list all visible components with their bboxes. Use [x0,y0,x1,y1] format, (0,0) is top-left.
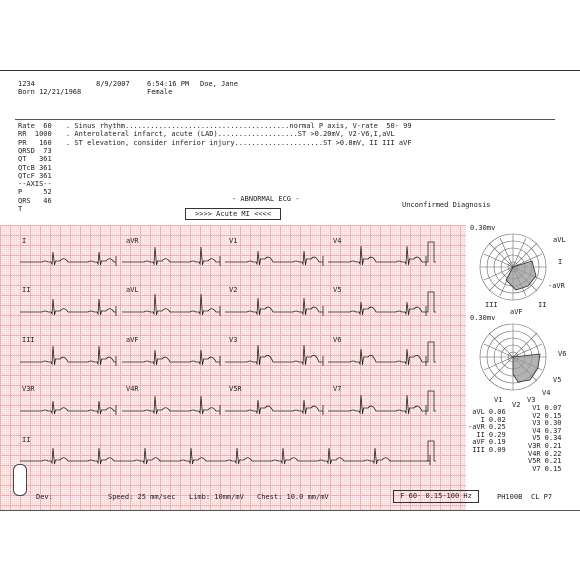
measurement-qtcf: QTcF 361 [18,171,52,180]
footer-dev: Dev: [36,493,53,501]
horizontal-label-v1: V1 [494,396,503,404]
horizontal-label-v6: V6 [558,350,567,358]
cl-code: CL P7 [531,493,553,501]
lead-label-ii: II [22,286,31,294]
calibration-pulse [426,242,436,262]
table-row: V1 0.07 [532,404,562,412]
calibration-pulse [426,391,436,411]
table-row: V3R 0.21 [528,441,562,450]
axis-t: T [18,205,23,213]
measurement-qtcb: QTcB 361 [18,163,52,172]
horizontal-label-v4: V4 [542,389,551,397]
table-row: -aVR 0.25 [468,423,506,432]
table-row: V4R 0.22 [528,449,562,458]
ecg-trace-row [20,395,426,415]
patient-name: Doe, Jane [200,80,238,88]
measurement-rate: Rate 60 [18,122,52,130]
record-date: 8/9/2007 [96,80,130,88]
footer-limb-gain: Limb: 10mm/mV [189,493,244,501]
lead-label-avl: aVL [126,286,139,294]
unconfirmed-diagnosis-label: Unconfirmed Diagnosis [402,201,491,209]
table-row: I 0.02 [480,415,506,424]
ecg-trace-row [20,448,430,465]
frontal-scale-label: 0.30mv [470,224,496,232]
lead-label-v5r: V5R [229,385,242,393]
lead-label-ii-rhythm: II [22,436,31,444]
table-row: V7 0.15 [532,464,562,473]
lead-label-v2: V2 [229,286,238,294]
frontal-label-avf: aVF [510,308,523,316]
ecg-trace-row [20,294,426,316]
calibration-pulse [426,292,436,312]
table-row: II 0.29 [476,430,506,439]
calibration-pulse [426,342,436,362]
horizontal-label-v5: V5 [553,376,562,384]
axis-heading: --AXIS-- [18,180,52,189]
frontal-label-iii: III [485,301,498,309]
table-row: V2 0.15 [532,411,562,420]
abnormal-ecg-label: - ABNORMAL ECG - [232,195,300,203]
lead-label-v6: V6 [333,336,342,344]
axis-qrs: QRS 46 [18,196,52,205]
bottom-rule [0,510,580,511]
lead-label-avr: aVR [126,237,139,245]
lead-label-iii: III [22,336,35,344]
frontal-label-avl: aVL [553,236,566,244]
table-row: aVF 0.19 [472,438,506,447]
axis-p: P 52 [18,188,52,197]
frontal-label-minus-avr: -aVR [548,282,565,290]
ecg-trace-row [20,246,426,266]
device-id: PH100B [497,493,523,501]
horizontal-label-v3: V3 [527,396,536,404]
table-row: V3 0.30 [532,419,562,428]
measurement-rr: RR 1000 [18,130,52,139]
rhythm-strip-marker [13,464,27,496]
table-row: V4 0.37 [532,426,562,435]
lead-label-v7: V7 [333,385,342,393]
lead-label-v3r: V3R [22,385,35,393]
frontal-plane-polar-plot [478,232,548,302]
measurement-qrsd: QRSD 73 [18,146,52,155]
lead-label-v3: V3 [229,336,238,344]
lead-label-v1: V1 [229,237,238,245]
measurement-pr: PR 160 [18,138,52,147]
horizontal-label-v2: V2 [512,401,521,409]
frontal-label-i: I [558,258,563,266]
record-time: 6:54:16 PM [147,80,190,88]
table-row: V5R 0.21 [528,457,562,466]
interpretation-line-3: . ST elevation, consider inferior injury.....................ST >0.8mV, II III aVF [66,138,412,147]
lead-label-v5: V5 [333,286,342,294]
acute-mi-text: >>>> Acute MI <<<< [195,210,271,218]
calibration-pulse [426,441,436,461]
horizontal-plane-polar-plot [478,322,548,392]
ecg-trace-row [20,345,426,366]
table-row: III 0.09 [472,445,506,454]
footer-chest-gain: Chest: 10.0 mm/mV [257,493,329,501]
lead-label-i: I [22,237,27,245]
st-table-precordial [526,405,564,473]
lead-label-avf: aVF [126,336,139,344]
frontal-label-ii: II [538,301,547,309]
horizontal-scale-label: 0.30mv [470,314,496,322]
footer-speed: Speed: 25 mm/sec [108,493,176,501]
lead-label-v4r: V4R [126,385,139,393]
st-table-limb [466,409,508,455]
filter-settings-box [393,490,479,503]
patient-id: 1234 [18,80,35,88]
interpretation-line-2: . Anterolateral infarct, acute (LAD)...................ST >0.20mV, V2-V6,I,aVL [66,130,395,139]
interpretation-line-1: . Sinus rhythm.......................................normal P axis, V-rate 50- 99 [66,122,412,130]
lead-label-v4: V4 [333,237,342,245]
patient-birthdate: Born 12/21/1968 [18,88,82,96]
table-row: V5 0.34 [532,434,562,443]
patient-sex: Female [147,88,173,96]
table-row: aVL 0.06 [472,408,506,416]
measurement-qt: QT 361 [18,155,52,164]
filter-settings: F 60- 0.15-100 Hz [400,492,472,500]
